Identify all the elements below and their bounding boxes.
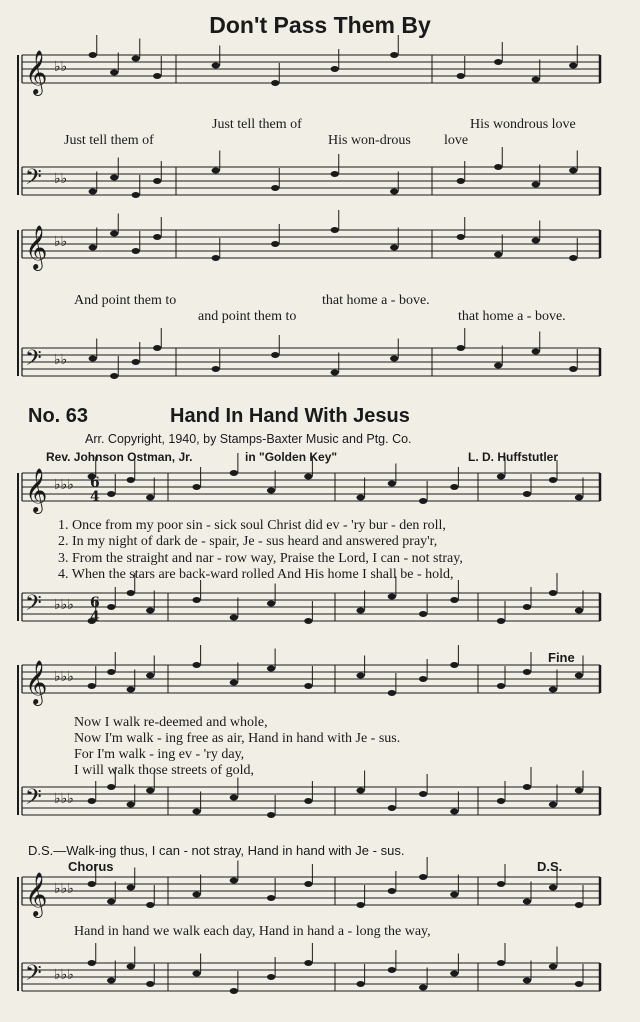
ds-line: D.S.—Walk-ing thus, I can - not stray, Hand in hand with Je - sus. <box>28 843 405 858</box>
composer: L. D. Huffstutler <box>468 450 558 464</box>
svg-text:𝄢: 𝄢 <box>25 785 42 815</box>
verse-line: 1. Once from my poor sin - sick soul Christ did ev - 'ry bur - den roll, <box>58 518 446 533</box>
svg-text:6: 6 <box>90 475 100 491</box>
refrain-line: For I'm walk - ing ev - 'ry day, <box>74 747 245 762</box>
svg-text:𝄢: 𝄢 <box>25 591 42 621</box>
svg-text:♭♭♭: ♭♭♭ <box>54 669 74 685</box>
svg-text:4: 4 <box>90 609 100 625</box>
author: Rev. Johnson Ostman, Jr. <box>46 450 193 464</box>
svg-text:♭♭: ♭♭ <box>54 234 68 250</box>
lyric-line: that home a - bove. <box>458 309 566 324</box>
lyric-line: Just tell them of <box>212 117 302 132</box>
verse-line: 4. When the stars are back-ward rolled And His home I shall be - hold, <box>58 567 454 582</box>
svg-text:𝄞: 𝄞 <box>25 660 48 704</box>
svg-text:𝄢: 𝄢 <box>25 165 42 195</box>
lyric-line: that home a - bove. <box>322 293 430 308</box>
refrain-line: Now I walk re-deemed and whole, <box>74 715 268 730</box>
verse-line: 3. From the straight and nar - row way, Praise the Lord, I can - not stray, <box>58 551 463 566</box>
svg-text:♭♭♭: ♭♭♭ <box>54 967 74 983</box>
lyric-line: and point them to <box>198 309 297 324</box>
svg-text:♭♭: ♭♭ <box>54 171 68 187</box>
svg-text:𝄞: 𝄞 <box>25 50 48 94</box>
svg-text:𝄞: 𝄞 <box>25 225 48 269</box>
svg-text:♭♭♭: ♭♭♭ <box>54 477 74 493</box>
lyric-line: And point them to <box>74 293 177 308</box>
lyric-line: Just tell them of <box>64 133 154 148</box>
song-title: Hand In Hand With Jesus <box>170 405 410 427</box>
svg-text:♭♭♭: ♭♭♭ <box>54 597 74 613</box>
lyric-line: His won-drous <box>328 133 411 148</box>
svg-text:♭♭: ♭♭ <box>54 352 68 368</box>
fine-mark: Fine <box>548 650 575 665</box>
svg-text:♭♭♭: ♭♭♭ <box>54 791 74 807</box>
lyric-line: His wondrous love <box>470 117 576 132</box>
verse-line: 2. In my night of dark de - spair, Je - sus heard and answered pray'r, <box>58 534 438 549</box>
hymn-number: No. 63 <box>28 405 89 427</box>
svg-text:𝄢: 𝄢 <box>25 961 42 991</box>
svg-text:4: 4 <box>90 489 100 505</box>
chorus-label: Chorus <box>68 859 114 874</box>
refrain-line: Now I'm walk - ing free as air, Hand in hand with Je - sus. <box>74 731 401 746</box>
svg-text:♭♭♭: ♭♭♭ <box>54 881 74 897</box>
svg-text:𝄞: 𝄞 <box>25 872 48 916</box>
svg-text:𝄢: 𝄢 <box>25 346 42 376</box>
svg-text:♭♭: ♭♭ <box>54 59 68 75</box>
ds-mark: D.S. <box>537 859 563 874</box>
source: in "Golden Key" <box>245 450 338 464</box>
svg-text:𝄞: 𝄞 <box>25 468 48 512</box>
lyric-line: love <box>444 133 469 148</box>
refrain-line: I will walk those streets of gold, <box>74 763 255 778</box>
chorus-line: Hand in hand we walk each day, Hand in hand a - long the way, <box>74 924 431 939</box>
copyright: Arr. Copyright, 1940, by Stamps-Baxter Music and Ptg. Co. <box>85 432 412 446</box>
svg-text:6: 6 <box>90 595 100 611</box>
song-title: Don't Pass Them By <box>209 12 431 38</box>
